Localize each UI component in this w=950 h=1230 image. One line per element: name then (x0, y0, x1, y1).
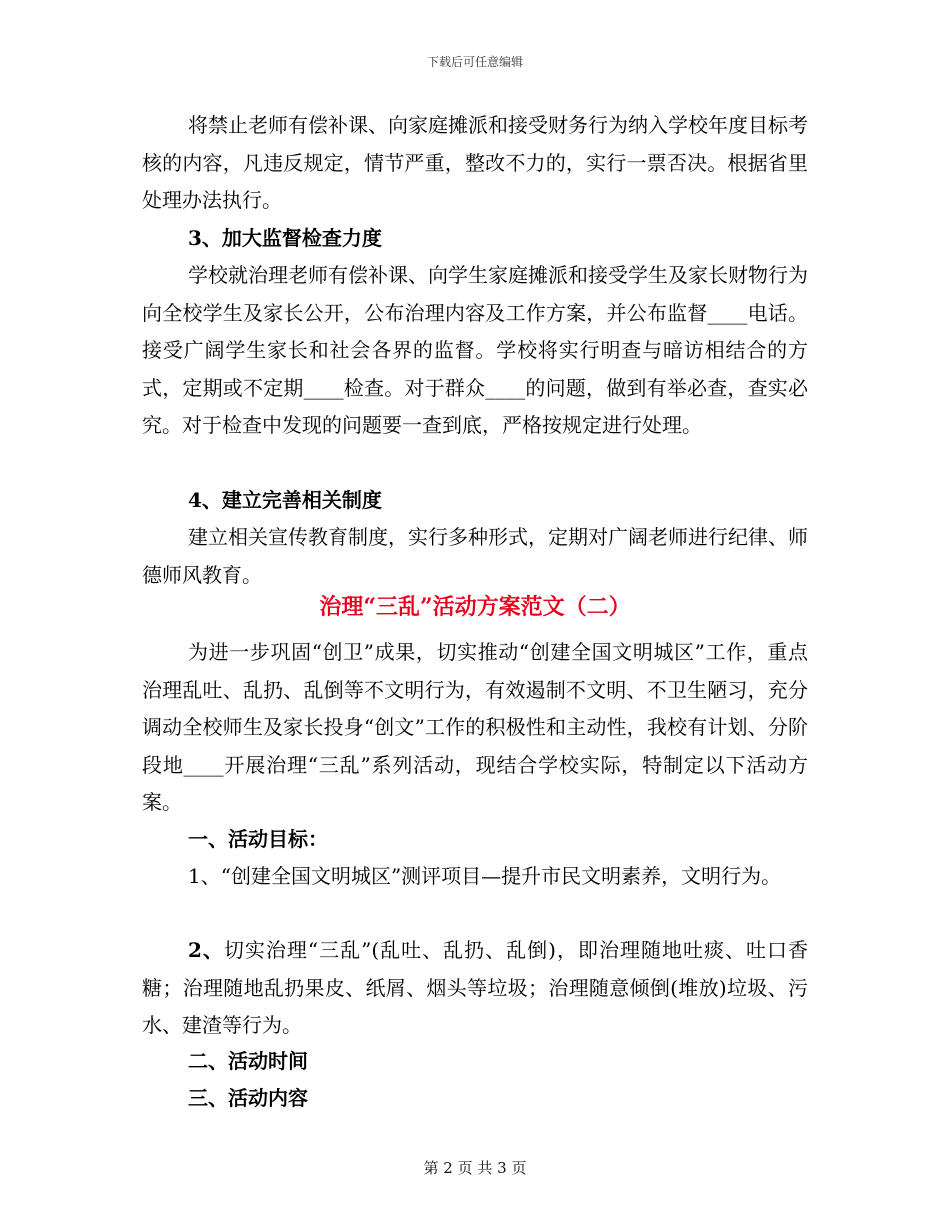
paragraph-intro: 为进一步巩固“创卫”成果，切实推动“创建全国文明城区”工作，重点治理乱吐、乱扔、乱倒等不文明行为，有效遏制不文明、不卫生陋习，充分调动全校师生及家长投身“创文”工作的积极性和主动性，我校有计划、分阶段地____开展治理“三乱”系列活动，现结合学校实际，特制定以下活动方案。 (142, 640, 808, 814)
heading-time: 二、活动时间 (188, 1049, 308, 1073)
heading-goals: 一、活动目标： (188, 827, 328, 851)
heading-system (142, 482, 808, 520)
heading-content: 三、活动内容 (188, 1086, 308, 1110)
heading-system-text: 4、建立完善相关制度 (188, 488, 382, 512)
heading-supervision-text: 3、加大监督检查力度 (188, 226, 382, 250)
goal-item-2-text: 切实治理“三乱”(乱吐、乱扔、乱倒)，即治理随地吐痰、吐口香糖；治理随地乱扔果皮、纸屑、烟头等垃圾；治理随意倾倒(堆放)垃圾、污水、建渣等行为。 (142, 938, 808, 1037)
page-footer: 第 2 页 共 3 页 (423, 1159, 527, 1177)
heading-supervision (142, 220, 808, 258)
goal-item-2-number: 2、 (188, 938, 224, 962)
section-title: 治理“三乱”活动方案范文（二） (319, 594, 631, 620)
goal-item-2 (142, 932, 808, 1045)
paragraph-discipline-assessment: 将禁止老师有偿补课、向家庭摊派和接受财务行为纳入学校年度目标考核的内容，凡违反规定，情节严重，整改不力的，实行一票否决。根据省里处理办法执行。 (142, 113, 808, 212)
paragraph-supervision: 学校就治理老师有偿补课、向学生家庭摊派和接受学生及家长财物行为向全校学生及家长公开，公布治理内容及工作方案，并公布监督____电话。接受广阔学生家长和社会各界的监督。学校将实行明查与暗访相结合的方式，定期或不定期____检查。对于群众____的问题，做到有举必查，查实必究。对于检查中发现的问题要一查到底，严格按规定进行处理。 (142, 263, 808, 437)
paragraph-system: 建立相关宣传教育制度，实行多种形式，定期对广阔老师进行纪律、师德师风教育。 (142, 525, 808, 587)
goal-item-1: 1、“创建全国文明城区”测评项目—提升市民文明素养，文明行为。 (188, 864, 782, 888)
page-header: 下载后可任意编辑 (426, 55, 523, 69)
